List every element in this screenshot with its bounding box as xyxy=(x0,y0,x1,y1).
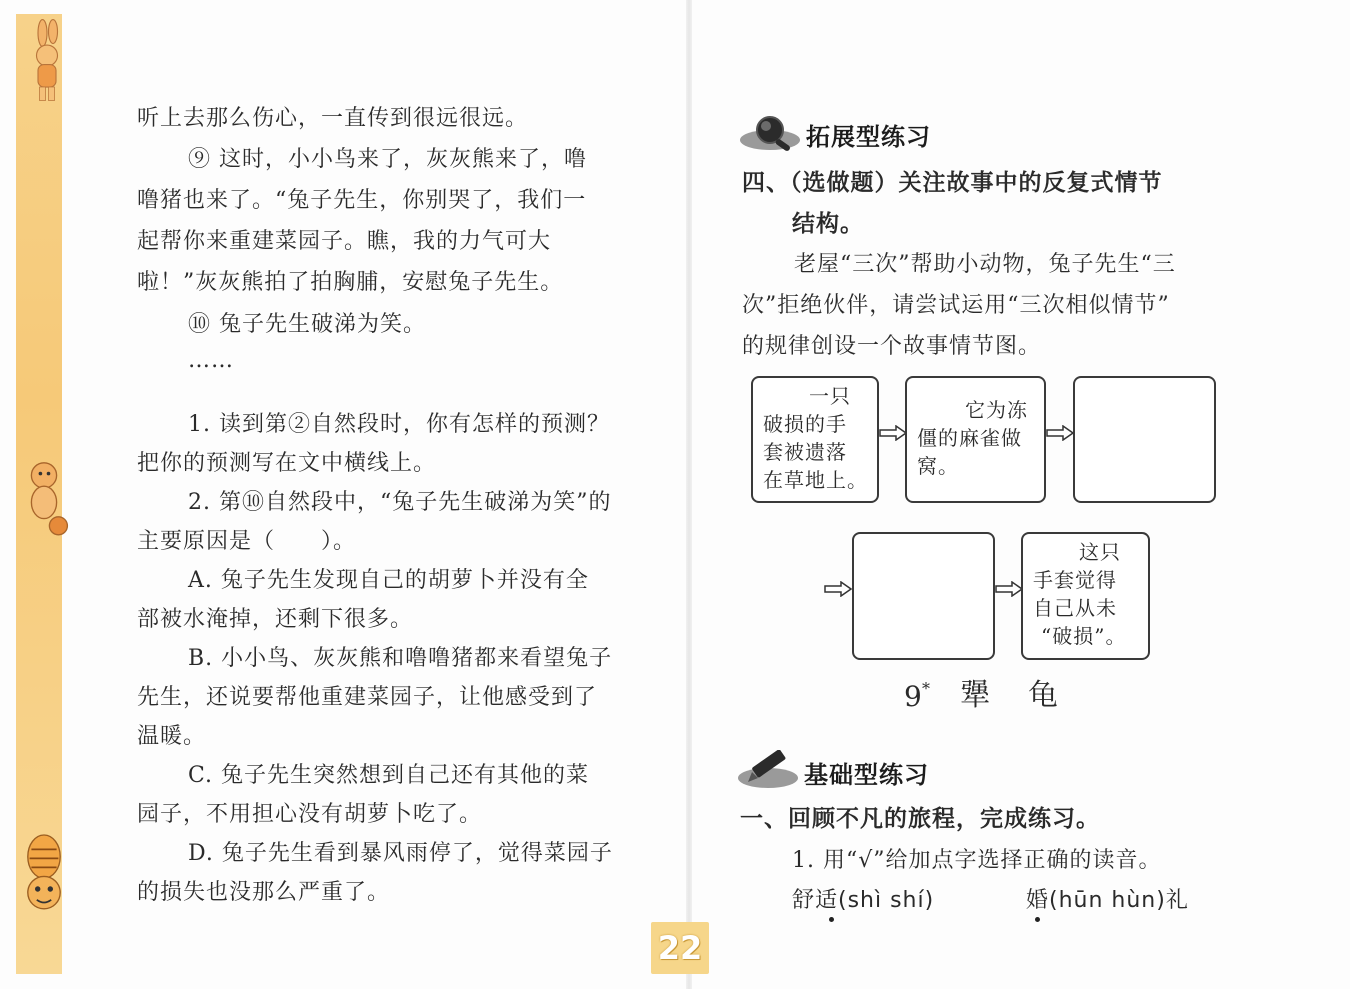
box-text: 一只 xyxy=(809,384,851,408)
cartoon-rabbit-icon xyxy=(14,18,74,108)
pencil-icon xyxy=(738,750,800,790)
box-text: 它为冻 xyxy=(965,398,1028,422)
arrow-right-icon xyxy=(1046,425,1074,441)
box-text: 套被遗落 xyxy=(763,440,847,464)
pinyin-choice-1[interactable]: 舒适(shì shí) xyxy=(792,888,935,913)
question-1-sub: 1. 用“√”给加点字选择正确的读音。 xyxy=(792,848,1162,873)
plot-box-5 xyxy=(1021,532,1150,660)
box-text: 在草地上。 xyxy=(763,468,868,492)
text-line: 园子，不用担心没有胡萝卜吃了。 xyxy=(137,802,483,827)
page-number: 22 xyxy=(651,922,709,974)
box-text: 僵的麻雀做 xyxy=(917,426,1022,450)
question-4-title-cont: 结构。 xyxy=(792,211,864,237)
emphasis-dot xyxy=(1035,917,1040,922)
arrow-right-icon xyxy=(995,581,1023,597)
answer-blank[interactable]: 主要原因是（ ）。 xyxy=(137,529,357,554)
text-line: 的损失也没那么严重了。 xyxy=(137,880,391,905)
book-spine xyxy=(686,0,692,989)
plot-box-3-blank[interactable] xyxy=(1073,376,1216,503)
option-a: A. 兔子先生发现自己的胡萝卜并没有全 xyxy=(188,568,589,593)
plot-box-4-blank[interactable] xyxy=(852,532,995,660)
question-1-title: 一、回顾不凡的旅程，完成练习。 xyxy=(740,806,1100,832)
text-line: 温暖。 xyxy=(137,724,207,749)
box-text: 这只 xyxy=(1079,540,1121,564)
option-b: B. 小小鸟、灰灰熊和噜噜猪都来看望兔子 xyxy=(188,646,613,671)
section-header-extension xyxy=(740,112,980,152)
lesson-number: 9 xyxy=(904,680,923,713)
lesson-title-char: 犟 xyxy=(960,678,991,713)
q4-body-line: 次”拒绝伙伴，请尝试运用“三次相似情节” xyxy=(742,293,1170,318)
text-line: 起帮你来重建菜园子。瞧，我的力气可大 xyxy=(137,229,552,254)
paragraph-9: ⑨ 这时，小小鸟来了，灰灰熊来了，噜 xyxy=(188,147,587,172)
box-text: 破损的手 xyxy=(763,412,847,436)
question-1: 1. 读到第②自然段时，你有怎样的预测？ xyxy=(188,412,610,437)
text-line: 先生，还说要帮他重建菜园子，让他感受到了 xyxy=(137,685,598,710)
q4-body-line: 老屋“三次”帮助小动物，兔子先生“三 xyxy=(794,252,1176,277)
plot-box-2 xyxy=(905,376,1046,503)
text-line: 噜猪也来了。“兔子先生，你别哭了，我们一 xyxy=(137,188,587,213)
arrow-right-icon xyxy=(879,425,907,441)
lesson-star: * xyxy=(922,679,931,698)
box-text: 自己从未 xyxy=(1033,596,1117,620)
question-4-title: 四、（选做题）关注故事中的反复式情节 xyxy=(742,170,1163,196)
arrow-right-icon xyxy=(824,581,852,597)
section-title: 基础型练习 xyxy=(804,761,929,789)
text-line: 啦！”灰灰熊拍了拍胸脯，安慰兔子先生。 xyxy=(137,270,564,295)
ellipsis: …… xyxy=(188,348,234,373)
plot-box-1 xyxy=(751,376,879,503)
magnifier-icon xyxy=(740,112,802,152)
paragraph-10: ⑩ 兔子先生破涕为笑。 xyxy=(188,312,426,337)
box-text: 手套觉得 xyxy=(1033,568,1117,592)
box-text: 窝。 xyxy=(917,454,959,478)
lesson-title-char: 龟 xyxy=(1028,678,1059,713)
option-c: C. 兔子先生突然想到自己还有其他的菜 xyxy=(188,763,590,788)
q4-body-line: 的规律创设一个故事情节图。 xyxy=(742,334,1042,359)
section-header-basic xyxy=(738,750,978,790)
cartoon-tiger-icon xyxy=(14,826,74,916)
text-line: 部被水淹掉，还剩下很多。 xyxy=(137,607,414,632)
text-line: 听上去那么伤心，一直传到很远很远。 xyxy=(137,106,529,131)
box-text: “破损”。 xyxy=(1041,624,1127,648)
text-line: 把你的预测写在文中横线上。 xyxy=(137,451,437,476)
section-title: 拓展型练习 xyxy=(806,123,931,151)
option-d: D. 兔子先生看到暴风雨停了，觉得菜园子 xyxy=(188,841,613,866)
pinyin-choice-2[interactable]: 婚(hūn hùn)礼 xyxy=(1026,888,1189,913)
question-2: 2. 第⑩自然段中，“兔子先生破涕为笑”的 xyxy=(188,490,612,515)
cartoon-squirrel-icon xyxy=(14,452,74,542)
emphasis-dot xyxy=(829,917,834,922)
